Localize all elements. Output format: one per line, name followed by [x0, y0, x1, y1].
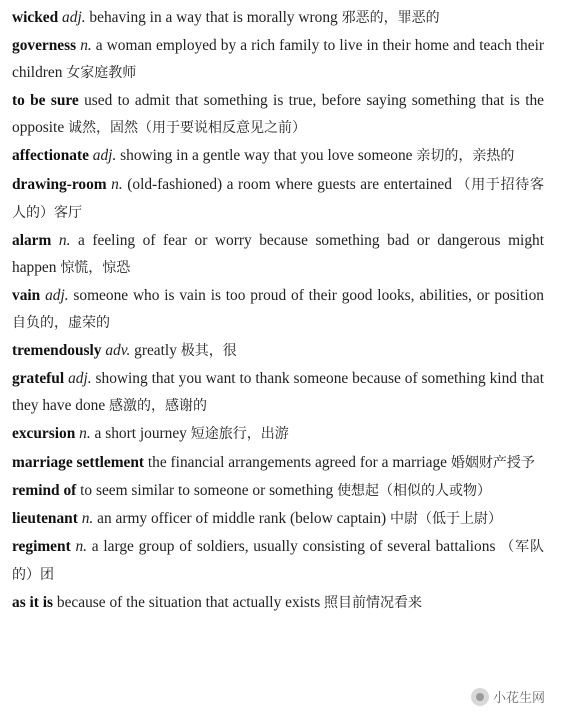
entry-chinese-translation: 中尉（低于上尉） — [390, 510, 502, 527]
entry-part-of-speech: adj. — [45, 286, 69, 304]
vocab-entry — [12, 4, 544, 32]
entry-chinese-translation: 使想起（相似的人或物） — [337, 482, 492, 499]
entry-term: vain — [12, 286, 41, 304]
entry-chinese-translation: 极其，很 — [180, 343, 237, 360]
entry-term: affectionate — [12, 147, 89, 165]
entry-term: excursion — [12, 425, 76, 443]
entry-term: regiment — [12, 537, 71, 555]
entry-chinese-translation: （军队的）团 — [12, 538, 545, 583]
entry-part-of-speech: adv. — [105, 342, 131, 360]
entry-definition: (old-fashioned) a room where guests are entertained — [127, 175, 452, 193]
entry-term: wicked — [12, 9, 59, 26]
vocab-entry — [12, 449, 544, 477]
vocab-entry — [12, 142, 544, 170]
entry-term: alarm — [12, 231, 52, 249]
entry-term: as it is — [12, 593, 54, 611]
vocab-entry — [12, 87, 544, 142]
entry-chinese-translation: 婚姻财产授予 — [450, 454, 535, 471]
entry-chinese-translation: （用于招待客人的）客厅 — [12, 176, 544, 221]
entry-definition: greatly — [134, 342, 177, 360]
entry-part-of-speech: n. — [75, 537, 88, 555]
entry-chinese-translation: 亲切的，亲热的 — [416, 148, 515, 165]
entry-term: to be sure — [12, 92, 79, 110]
watermark — [469, 686, 548, 707]
entry-term: drawing-room — [12, 175, 107, 193]
vocab-entry — [12, 227, 544, 282]
entry-term: grateful — [12, 370, 65, 388]
entry-definition: the financial arrangements agreed for a marriage — [147, 453, 448, 471]
entry-definition: someone who is vain is too proud of their good looks, abilities, or position — [73, 286, 544, 304]
entry-definition: showing that you want to thank someone because of something kind that they have done — [12, 370, 544, 415]
entry-definition: behaving in a way that is morally wrong — [89, 9, 338, 26]
entry-part-of-speech: adj. — [62, 9, 86, 26]
entry-definition: a feeling of fear or worry because something bad or dangerous might happen — [12, 231, 544, 276]
vocab-entry — [12, 477, 544, 505]
vocab-entry — [12, 337, 544, 365]
entry-definition: an army officer of middle rank (below captain) — [97, 509, 387, 527]
vocab-entry — [12, 32, 544, 87]
vocab-entry — [12, 589, 544, 617]
entry-part-of-speech: n. — [111, 175, 123, 193]
entry-term: remind of — [12, 481, 77, 499]
entry-chinese-translation: 女家庭教师 — [66, 65, 137, 82]
vocabulary-list — [12, 4, 544, 617]
entry-part-of-speech: n. — [80, 37, 92, 55]
entry-part-of-speech: adj. — [68, 370, 92, 388]
vocab-entry — [12, 282, 544, 337]
entry-chinese-translation: 自负的，虚荣的 — [12, 315, 110, 332]
entry-term: governess — [12, 37, 77, 55]
entry-part-of-speech: adj. — [92, 147, 117, 165]
entry-part-of-speech: n. — [79, 425, 91, 443]
entry-chinese-translation: 邪恶的，罪恶的 — [341, 10, 440, 26]
vocab-entry — [12, 505, 544, 533]
entry-definition: to seem similar to someone or something — [80, 481, 334, 499]
entry-term: tremendously — [12, 342, 102, 360]
entry-chinese-translation: 感激的，感谢的 — [109, 398, 208, 415]
entry-chinese-translation: 诚然，固然（用于要说相反意见之前） — [68, 120, 307, 137]
entry-definition: because of the situation that actually exists — [56, 593, 321, 611]
vocab-entry — [12, 365, 544, 420]
entry-definition: used to admit that something is true, before saying something that is the opposite — [12, 92, 544, 137]
entry-definition: showing in a gentle way that you love someone — [120, 147, 413, 165]
entry-chinese-translation: 短途旅行，出游 — [190, 426, 289, 443]
entry-part-of-speech: n. — [58, 231, 71, 249]
entry-chinese-translation: 惊慌，惊恐 — [60, 259, 131, 276]
entry-definition: a large group of soldiers, usually consisting of several battalions — [91, 537, 496, 555]
entry-part-of-speech: n. — [81, 509, 94, 527]
logo-icon — [471, 688, 489, 706]
entry-chinese-translation: 照目前情况看来 — [324, 594, 423, 611]
entry-term: lieutenant — [12, 509, 78, 527]
watermark-text: 小花生网 — [492, 691, 545, 706]
vocab-entry — [12, 420, 544, 448]
entry-definition: a woman employed by a rich family to live in their home and teach their children — [12, 37, 544, 82]
entry-term: marriage settlement — [12, 453, 145, 471]
vocab-entry — [12, 171, 544, 227]
vocab-entry — [12, 533, 544, 589]
entry-definition: a short journey — [94, 425, 187, 443]
